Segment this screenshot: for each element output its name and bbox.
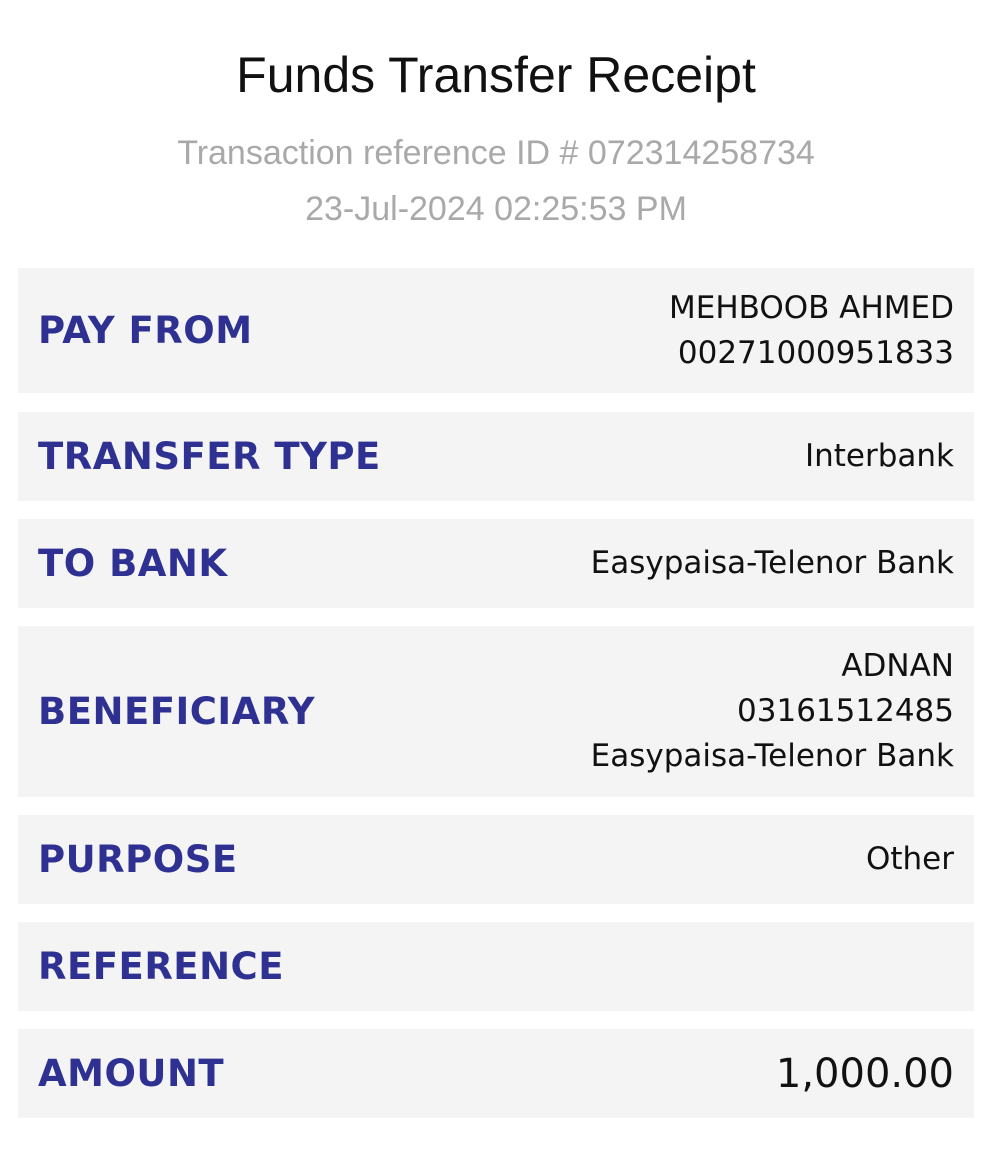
transfer-type-value: Interbank [804,438,954,474]
beneficiary-value [591,644,954,779]
receipt-title: Funds Transfer Receipt [236,47,756,103]
purpose-value: Other [865,841,954,877]
purpose-row [18,815,974,904]
to-bank-label: TO BANK [38,542,228,585]
amount-value: 1,000.00 [775,1050,954,1097]
beneficiary-name: ADNAN [841,648,954,684]
pay-from-name: MEHBOOB AHMED [668,289,954,326]
amount-label: AMOUNT [38,1052,225,1095]
pay-from-label: PAY FROM [38,309,253,352]
pay-from-value [669,286,954,376]
beneficiary-label: BENEFICIARY [38,690,316,733]
amount-row [18,1029,974,1118]
beneficiary-row [18,626,974,797]
to-bank-row [18,519,974,608]
transfer-type-label: TRANSFER TYPE [38,435,381,478]
beneficiary-account: 03161512485 [737,693,954,729]
pay-from-row [18,268,974,393]
transfer-type-row [18,412,974,501]
reference-label: REFERENCE [38,945,284,988]
transaction-datetime: 23-Jul-2024 02:25:53 PM [305,190,687,228]
beneficiary-bank: Easypaisa-Telenor Bank [590,738,954,774]
reference-row [18,922,974,1011]
transaction-reference-id: Transaction reference ID # 072314258734 [177,134,815,172]
to-bank-value: Easypaisa-Telenor Bank [590,545,954,581]
purpose-label: PURPOSE [38,838,238,881]
pay-from-account: 00271000951833 [677,334,954,371]
